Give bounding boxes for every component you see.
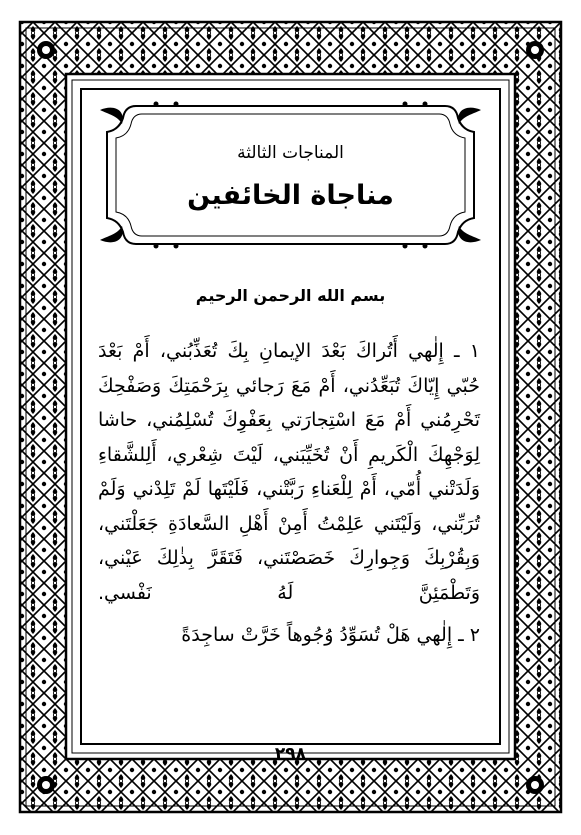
basmala: بسم الله الرحمن الرحيم xyxy=(195,286,386,305)
page-number: ٢٩٨ xyxy=(274,744,307,764)
page-title: مناجاة الخائفين xyxy=(187,180,394,211)
section-subtitle: المناجات الثالثة xyxy=(237,143,344,163)
paragraph-2: ٢ ـ إِلٰهي هَلْ تُسَوِّدُ وُجُوهاً خَرَّتْ ساجِدَةً xyxy=(181,624,480,646)
title-cartouche xyxy=(96,100,485,250)
body-text xyxy=(98,334,480,653)
paragraph-1: ١ ـ إِلٰهي أَتُراكَ بَعْدَ الإيمانِ بِكَ تُعَذِّبُني، أَمْ بَعْدَ حُبّي إِيّاكَ تُبَعِّدُني، أَمْ مَعَ رَجائي بِرَحْمَتِكَ وَصَفْحِكَ تَحْرِمُني أَمْ مَعَ اسْتِجارَتي بِعَفْوِكَ تُسْلِمُني، حاشا لِوَجْهِكَ الْكَريمِ أَنْ تُخَيِّبَني، لَيْتَ شِعْري، أَلِلشَّقاءِ وَلَدَتْني أُمّي، أَمْ لِلْعَناءِ رَبَّتْني، فَلَيْتَها لَمْ تَلِدْني وَلَمْ تُرَبِّني، وَلَيْتَني عَلِمْتُ أَمِنْ أَهْلِ السَّعادَةِ جَعَلْتَني، وَبِقُرْبِكَ وَجِوارِكَ خَصَصْتَني، فَتَقَرَّ بِذٰلِكَ عَيْني، وَتَطْمَئِنَّ لَهُ نَفْسي. xyxy=(98,340,480,604)
